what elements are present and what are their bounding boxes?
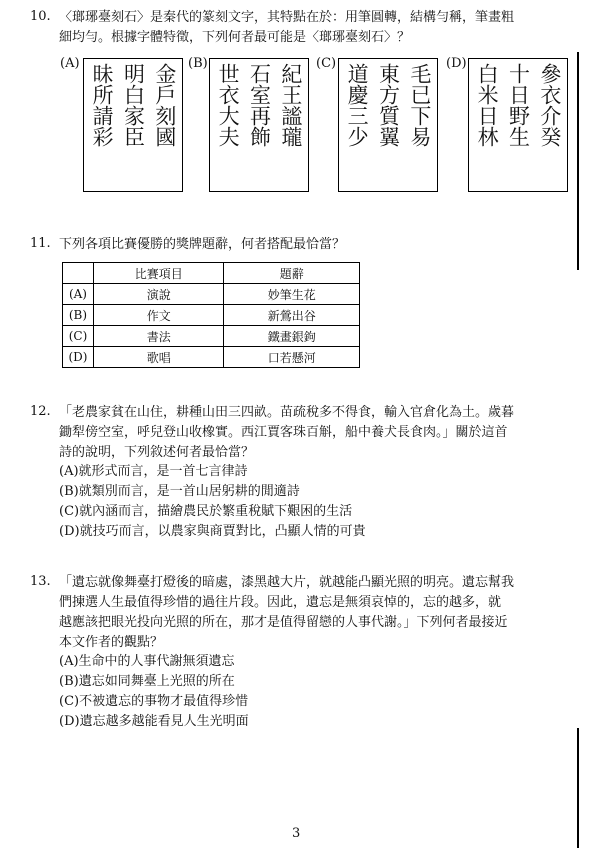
q10-option-c-label: (C) [316,56,337,71]
q10-c-col-3: 道慶三少 [345,63,370,147]
q13-option-a[interactable]: (A)生命中的人事代謝無須遺忘 [59,654,235,669]
table-header-item: 比賽項目 [93,263,224,284]
q11-question: 下列各項比賽優勝的獎牌題辭，何者搭配最恰當？ [59,237,346,252]
q13-option-d[interactable]: (D)遺忘越多越能看見人生光明面 [59,714,249,729]
q10-d-col-3: 白米日林 [475,63,500,147]
q13-line-3: 越應該把眼光投向光照的所在，那才是值得留戀的人事代謝。」下列何者最接近 [59,615,508,630]
q10-option-b-image[interactable] [209,58,309,192]
table-header-label [63,263,94,284]
q13-option-c[interactable]: (C)不被遺忘的事物才最值得珍惜 [59,694,249,709]
margin-line-bottom [577,728,579,848]
row-label: (D) [63,347,94,368]
row-label: (A) [63,284,94,305]
row-phrase: 妙筆生花 [224,284,360,305]
q12-option-a[interactable]: (A)就形式而言，是一首七言律詩 [59,464,248,479]
row-item: 書法 [93,326,224,347]
q10-b-col-2: 石室再飾 [247,63,272,147]
row-phrase: 新鶯出谷 [224,305,360,326]
q10-a-col-1: 金戶刻國 [152,63,177,147]
row-label: (B) [63,305,94,326]
q12-line-2: 鋤犁傍空室，呼兒登山收橡實。西江賈客珠百斛，船中養犬長食肉。」關於這首 [59,425,508,440]
q13-line-2: 們揀選人生最值得珍惜的過往片段。因此，遺忘是無須哀悼的，忘的越多，就 [59,595,502,610]
q10-line-2: 細均勻。根據字體特徵，下列何者最可能是〈瑯琊臺刻石〉？ [59,30,411,45]
row-label: (C) [63,326,94,347]
q10-option-a-label: (A) [60,56,80,71]
q11-table [62,262,360,368]
q10-option-d-label: (D) [446,56,467,71]
q11-number: 11. [30,236,51,251]
q12-line-3: 詩的說明，下列敘述何者最恰當？ [59,445,255,460]
q10-option-d-image[interactable] [468,58,568,192]
q13-option-b[interactable]: (B)遺忘如同舞臺上光照的所在 [59,674,235,689]
q10-c-col-1: 毛已下易 [407,63,432,147]
q12-option-d[interactable]: (D)就技巧而言，以農家與商賈對比，凸顯人情的可貴 [59,524,366,539]
table-header-row [63,263,360,284]
q10-option-c-image[interactable] [338,58,438,192]
q10-d-col-1: 參衣介癸 [537,63,562,147]
q13-number: 13. [30,574,51,589]
q10-a-col-3: 昧所請彩 [90,63,115,147]
page-number: 3 [292,826,301,841]
table-header-phrase: 題辭 [224,263,360,284]
margin-line-top [577,52,579,270]
q10-b-col-3: 世衣大夫 [216,63,241,147]
row-item: 作文 [93,305,224,326]
table-row[interactable] [63,326,360,347]
q10-option-a-image[interactable] [83,58,183,192]
q12-number: 12. [30,404,51,419]
table-row[interactable] [63,284,360,305]
table-row[interactable] [63,305,360,326]
q13-line-1: 「遺忘就像舞臺打燈後的暗處，漆黑越大片，就越能凸顯光照的明亮。遺忘幫我 [59,575,515,590]
row-item: 歌唱 [93,347,224,368]
q10-b-col-1: 紀王謐瓏 [278,63,303,147]
q10-d-col-2: 十日野生 [506,63,531,147]
row-phrase: 鐵畫銀鉤 [224,326,360,347]
q10-option-b-label: (B) [188,56,208,71]
q12-option-b[interactable]: (B)就類別而言，是一首山居躬耕的閒適詩 [59,484,300,499]
q10-number: 10. [30,9,51,24]
q10-c-col-2: 東方質翼 [376,63,401,147]
row-phrase: 口若懸河 [224,347,360,368]
q12-line-1: 「老農家貧在山住，耕種山田三四畝。苗疏稅多不得食，輸入官倉化為土。歲暮 [59,405,515,420]
q10-a-col-2: 明白家臣 [121,63,146,147]
row-item: 演說 [93,284,224,305]
q10-line-1: 〈瑯琊臺刻石〉是秦代的篆刻文字，其特點在於：用筆圓轉，結構勻稱，筆畫粗 [59,10,515,25]
table-row[interactable] [63,347,360,368]
q12-option-c[interactable]: (C)就內涵而言，描繪農民於繁重稅賦下艱困的生活 [59,504,353,519]
q13-line-4: 本文作者的觀點？ [59,635,164,650]
